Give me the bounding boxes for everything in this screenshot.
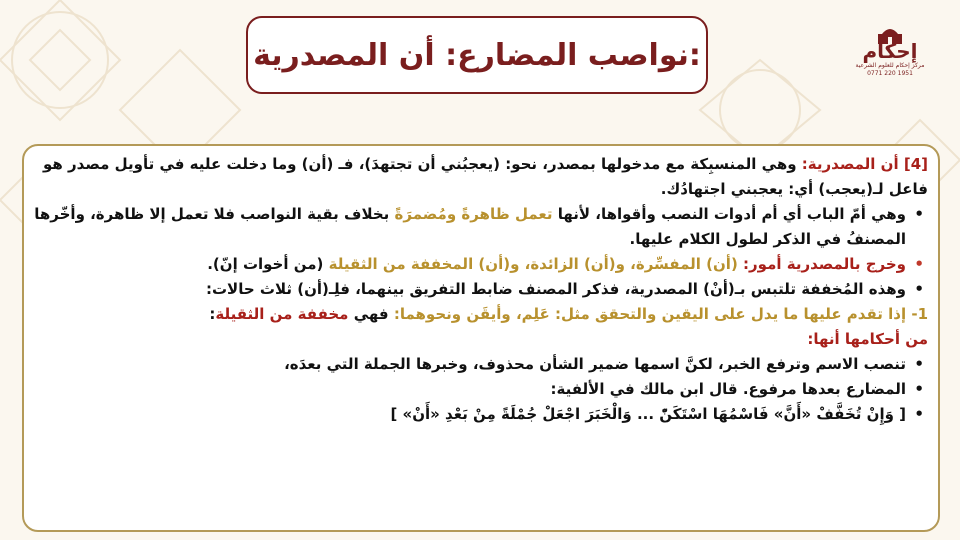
- list-item-text: وهي أمّ الباب أي أم أدوات النصب وأقواها، لأنها: [557, 205, 906, 223]
- list-item: [34, 277, 928, 302]
- list-item-text: (من أخوات إنّ).: [207, 255, 324, 273]
- logo-subtitle: مركز إحكام للعلوم الشرعية: [855, 62, 925, 69]
- content-box: [22, 144, 940, 532]
- list-item: [34, 402, 928, 427]
- paragraph-definition: [34, 152, 928, 202]
- lesson-text: [24, 146, 938, 427]
- paragraph-text: من أحكامها أنها:: [807, 330, 928, 348]
- list-item: [34, 377, 928, 402]
- list-item-text: وهذه المُخففة تلتبس بـ(أنْ) المصدرية، فذكر المصنف ضابط التفريق بينهما، فلِـ(أن) ثلاث حالات:: [205, 280, 906, 298]
- section-number: [4]: [903, 155, 928, 173]
- paragraph-text: فهي: [353, 305, 389, 323]
- title-box: [246, 16, 708, 94]
- page-title: نواصب المضارع: أن المصدرية:: [253, 37, 701, 73]
- list-item: [34, 252, 928, 277]
- paragraph-text: :: [209, 305, 216, 323]
- highlight-text: مخففة من الثقيلة: [215, 305, 349, 323]
- paragraph-case-one: [34, 302, 928, 327]
- list-item-text: المضارع بعدها مرفوع. قال ابن مالك في الألفية:: [550, 380, 906, 398]
- list-item-text: تنصب الاسم وترفع الخبر، لكنَّ اسمها ضمير الشأن محذوف، وخبرها الجملة التي بعدَه،: [284, 355, 906, 373]
- section-heading: أن المصدرية:: [801, 155, 899, 173]
- highlight-text: (أن) المفسِّرة، و(أن) الزائدة، و(أن) المخففة من الثقيلة: [328, 255, 738, 273]
- logo-name: إحكام: [862, 39, 918, 63]
- logo-phone: 0771 220 1951: [867, 70, 913, 77]
- list-item: [34, 352, 928, 377]
- list-item-text: بخلاف بقية النواصب فلا تعمل إلا ظاهرة، وأخّرها المصنفُ في الذكر لطول الكلام عليها.: [34, 205, 906, 248]
- logo: [842, 26, 938, 96]
- highlight-text: وخرج بالمصدرية أمور:: [743, 255, 906, 273]
- paragraph-rules-heading: [34, 327, 928, 352]
- list-item: [34, 202, 928, 252]
- definition-text: وهي المنسبِكة مع مدخولها بمصدر، نحو: (يعجبُني أن تجتهدَ)، فـ (أن) وما دخلت عليه في تأويل مصدر هو فاعل لـ(يعجب) أي: يعجبني اجتهادُك.: [43, 155, 928, 198]
- highlight-text: 1- إذا تقدم عليها ما يدل على اليقين والتحقق مثل: عَلِم، وأيقَن ونحوهما:: [393, 305, 928, 323]
- poem-verse: [ وَإِنْ تُخَفَّفْ «أَنَّ» فَاسْمُهَا اسْتَكَنّْ ... وَالْخَبَرَ اجْعَلْ جُمْلَةً مِنْ بَعْدِ «أَنْ» ]: [390, 405, 906, 423]
- highlight-text: تعمل ظاهرةً ومُضمرَةً: [394, 205, 553, 223]
